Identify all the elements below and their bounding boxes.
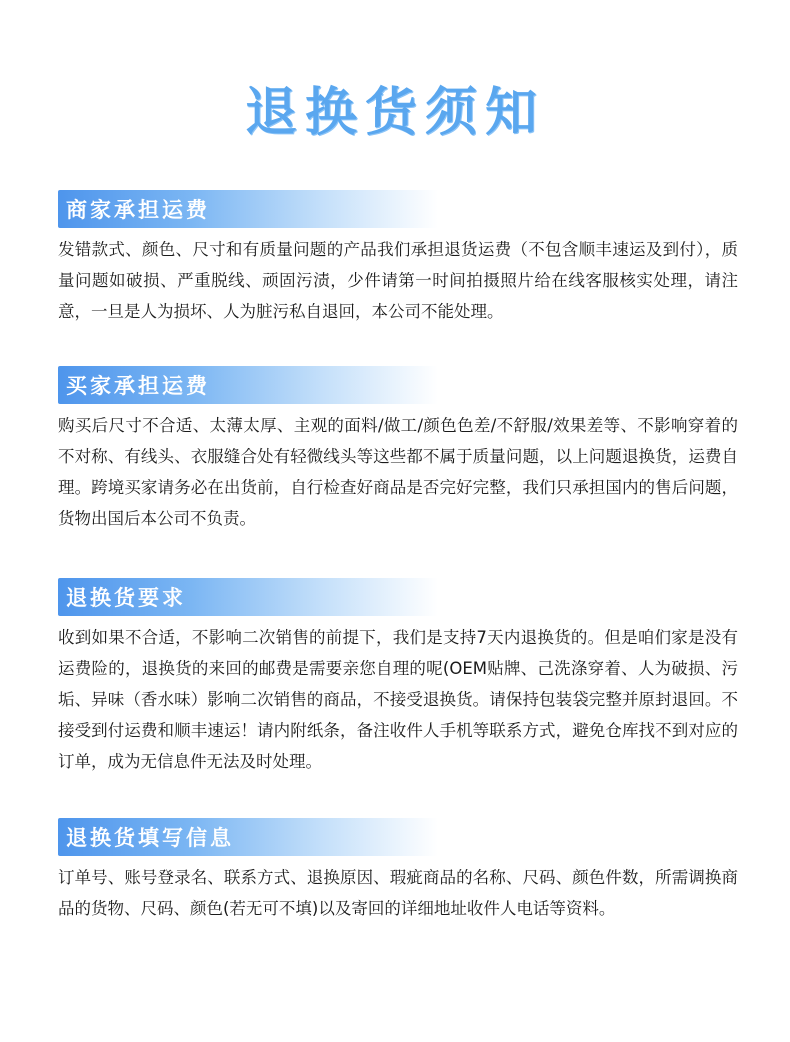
section-body: 发错款式、颜色、尺寸和有质量问题的产品我们承担退货运费（不包含顺丰速运及到付），质量问题如破损、严重脱线、顽固污渍，少件请第一时间拍摄照片给在线客服核实处理，请注意，一旦是人为损坏、人为脏污私自退回，本公司不能处理。 xyxy=(58,240,738,321)
section-body: 订单号、账号登录名、联系方式、退换原因、瑕疵商品的名称、尺码、颜色件数，所需调换商品的货物、尺码、颜色(若无可不填)以及寄回的详细地址收件人电话等资料。 xyxy=(58,868,738,918)
section-body: 购买后尺寸不合适、太薄太厚、主观的面料/做工/颜色色差/不舒服/效果差等、不影响穿着的不对称、有线头、衣服缝合处有轻微线头等这些都不属于质量问题，以上问题退换货，运费自理。跨境买家请务必在出货前，自行检查好商品是否完好完整，我们只承担国内的售后问题，货物出国后本公司不负责。 xyxy=(58,416,738,528)
section-heading-bar xyxy=(58,190,438,228)
section-heading-bar xyxy=(58,578,438,616)
section-return-requirements xyxy=(58,578,738,777)
section-buyer-shipping xyxy=(58,366,738,534)
section-heading: 商家承担运费 xyxy=(66,198,210,222)
section-heading-bar xyxy=(58,818,438,856)
section-merchant-shipping xyxy=(58,190,738,327)
section-return-info xyxy=(58,818,738,924)
section-heading: 买家承担运费 xyxy=(66,374,210,398)
section-heading: 退换货填写信息 xyxy=(66,826,234,850)
section-heading: 退换货要求 xyxy=(66,586,186,610)
section-body: 收到如果不合适，不影响二次销售的前提下，我们是支持7天内退换货的。但是咱们家是没有运费险的，退换货的来回的邮费是需要亲您自理的呢(OEM贴牌、己洗涤穿着、人为破损、污垢、异味（香水味）影响二次销售的商品，不接受退换货。请保持包装袋完整并原封退回。不接受到付运费和顺丰速运！请内附纸条，备注收件人手机等联系方式，避免仓库找不到对应的订单，成为无信息件无法及时处理。 xyxy=(58,628,738,771)
section-heading-bar xyxy=(58,366,438,404)
page-title: 退换货须知 xyxy=(244,83,545,143)
